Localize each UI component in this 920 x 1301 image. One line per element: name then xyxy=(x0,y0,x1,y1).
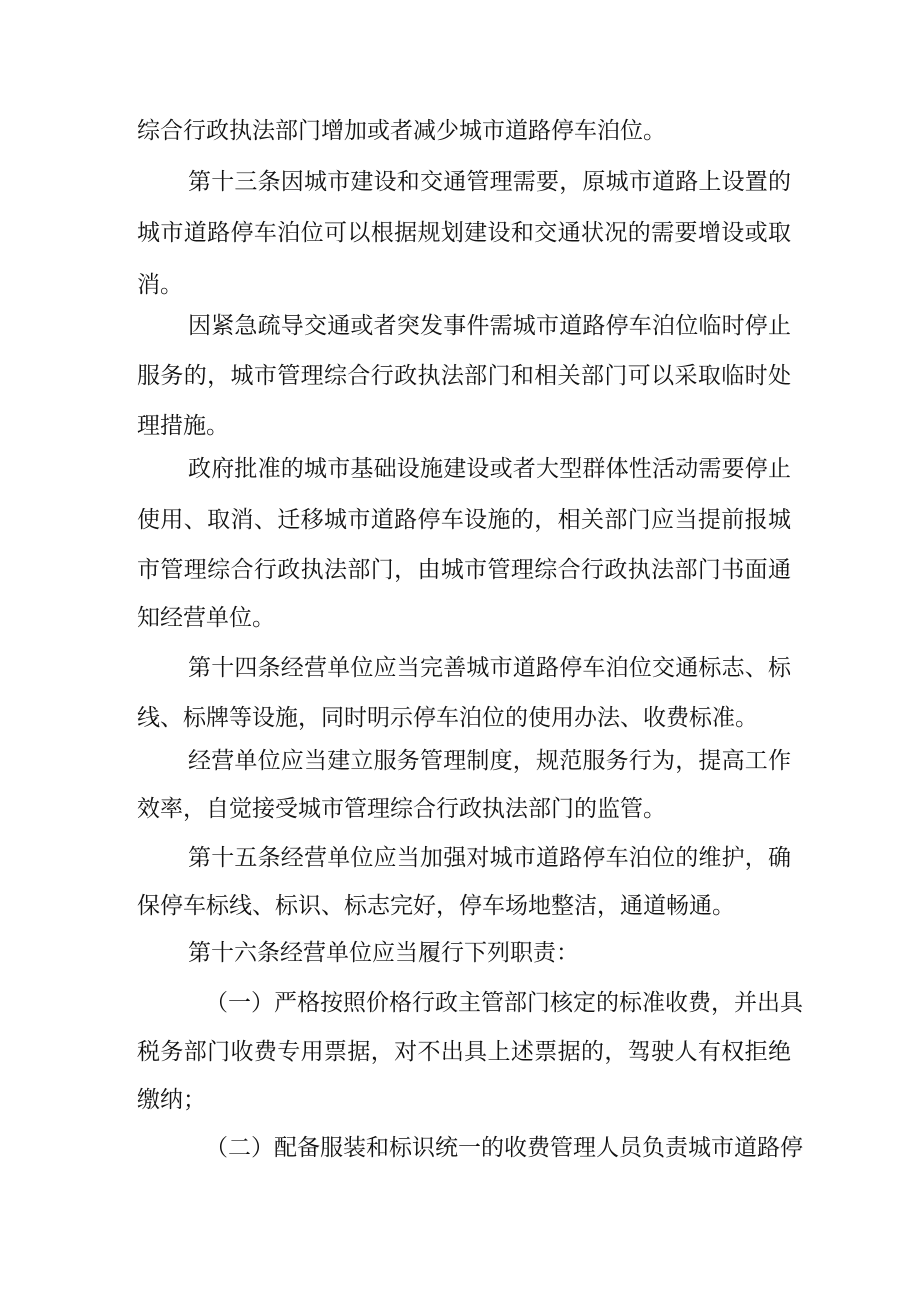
text-line: 第十三条因城市建设和交通管理需要，原城市道路上设置的 xyxy=(188,169,791,195)
text-line: 城市道路停车泊位可以根据规划建设和交通状况的需要增设或取 xyxy=(137,220,791,246)
text-line: 第十六条经营单位应当履行下列职责： xyxy=(188,940,579,966)
text-line: 服务的，城市管理综合行政执法部门和相关部门可以采取临时处 xyxy=(137,363,791,389)
text-line: 第十五条经营单位应当加强对城市道路停车泊位的维护，确 xyxy=(188,845,791,871)
text-line: 税务部门收费专用票据，对不出具上述票据的，驾驶人有权拒绝 xyxy=(137,1039,791,1065)
text-line: 使用、取消、迁移城市道路停车设施的，相关部门应当提前报城 xyxy=(137,507,791,533)
text-line: 市管理综合行政执法部门，由城市管理综合行政执法部门书面通 xyxy=(137,557,791,583)
text-line: 经营单位应当建立服务管理制度，规范服务行为，提高工作 xyxy=(188,748,791,774)
text-line: 线、标牌等设施，同时明示停车泊位的使用办法、收费标准。 xyxy=(137,705,758,731)
text-line: 因紧急疏导交通或者突发事件需城市道路停车泊位临时停止 xyxy=(188,313,791,339)
text-line: 消。 xyxy=(137,272,183,298)
text-line: 缴纳； xyxy=(137,1087,206,1113)
text-line: 综合行政执法部门增加或者减少城市道路停车泊位。 xyxy=(137,118,666,144)
text-line: 知经营单位。 xyxy=(137,605,275,631)
text-line: （二）配备服装和标识统一的收费管理人员负责城市道路停 xyxy=(205,1135,803,1161)
text-line: 理措施。 xyxy=(137,413,229,439)
text-line: 第十四条经营单位应当完善城市道路停车泊位交通标志、标 xyxy=(188,655,791,681)
text-line: 保停车标线、标识、标志完好，停车场地整洁，通道畅通。 xyxy=(137,893,735,919)
text-line: 政府批准的城市基础设施建设或者大型群体性活动需要停止 xyxy=(188,456,791,482)
text-line: 效率，自觉接受城市管理综合行政执法部门的监管。 xyxy=(137,796,666,822)
text-line: （一）严格按照价格行政主管部门核定的标准收费，并出具 xyxy=(205,990,803,1016)
